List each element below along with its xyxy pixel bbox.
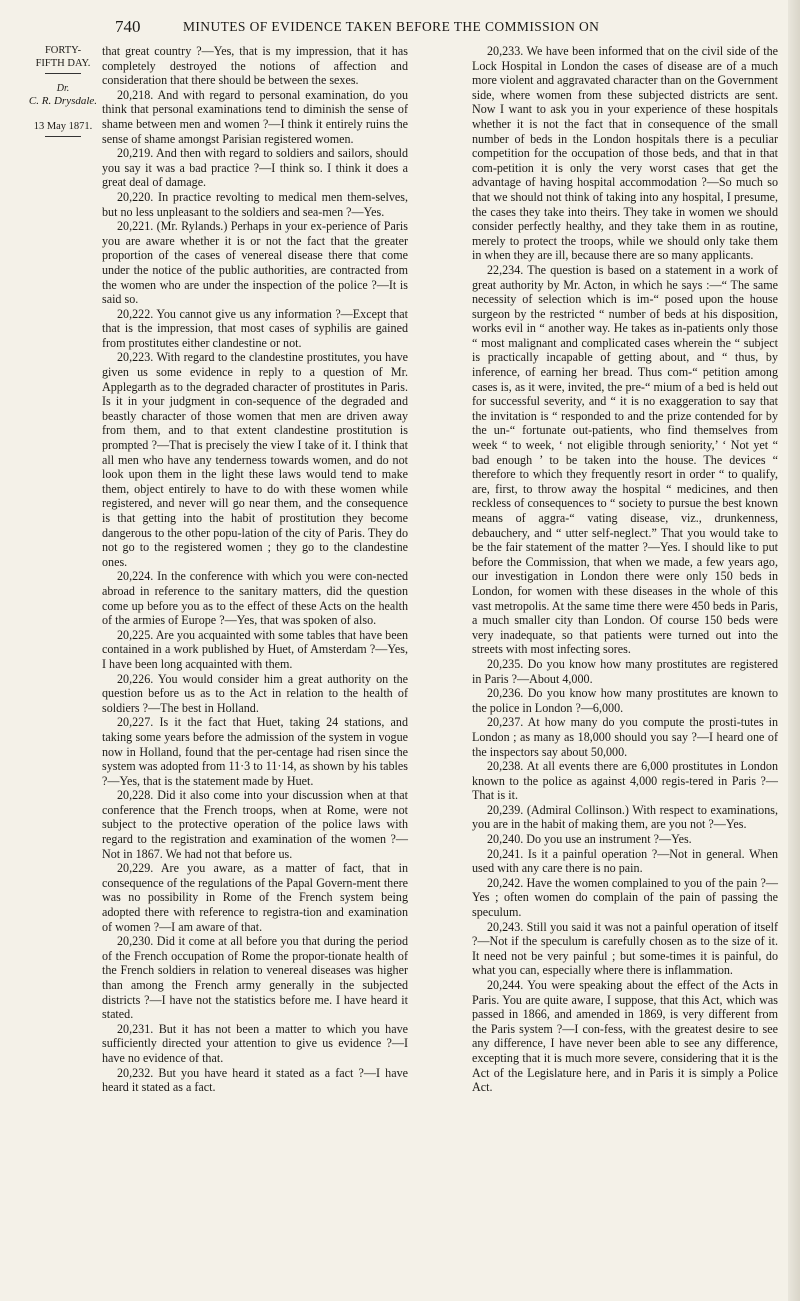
paragraph: 20,224. In the conference with which you were con-nected abroad in reference to the sanitary matters, did the question come up before you as to the effect of these Acts on the health of the armies of Europe ?—Yes, that was spoken of also. — [102, 569, 408, 628]
margin-day: FORTY- — [44, 45, 82, 56]
paragraph: 20,231. But it has not been a matter to which you have sufficiently directed your attention to give us evidence ?—I have no evidence of that. — [102, 1021, 408, 1065]
paragraph: 20,237. At how many do you compute the prosti-tutes in London ; as many as 18,000 should you say ?—I heard one of the inspectors say about 50,000. — [472, 715, 778, 759]
paragraph: 20,229. Are you aware, as a matter of fact, that in consequence of the regulations of the Papal Govern-ment there was no possibility in Rome of the French system being adopted there with reference to registra-tion and examination of women ?—I am aware of that. — [102, 861, 408, 934]
paragraph: 20,228. Did it also come into your discussion when at that conference that the French troops, when at Rome, were not subject to the protective operation of the police laws with regard to the registration and examination of the women ?—Not in 1867. We had not that before us. — [102, 788, 408, 861]
margin-rule — [45, 73, 81, 74]
paragraph: 20,227. Is it the fact that Huet, taking 24 stations, and taking some years before the admission of the system in vogue now in Holland, found that the per-centage had risen since the system was adopted from 11·3 to 11·14, as shown by his tables ?—Yes, that is the statement made by Huet. — [102, 715, 408, 788]
margin-witness — [28, 82, 98, 108]
paragraph: 20,225. Are you acquainted with some tables that have been contained in a work published by Huet, of Amsterdam ?—Yes, I have been long acquainted with them. — [102, 627, 408, 671]
margin-date: 13 May 1871. — [33, 121, 93, 132]
left-column — [102, 44, 408, 1095]
paragraph: 20,218. And with regard to personal examination, do you think that personal examinations tend to diminish the sense of shame between men and women ?—I think it entirely ruins the sense of shame amongst Parisian registered women. — [102, 87, 408, 146]
running-title: MINUTES OF EVIDENCE TAKEN BEFORE THE COMMISSION ON — [183, 19, 600, 34]
paragraph: 20,241. Is it a painful operation ?—Not in general. When used with any care there is no pain. — [472, 846, 778, 876]
paragraph: 20,242. Have the women complained to you of the pain ?—Yes ; often women do complain of the pain of passing the speculum. — [472, 875, 778, 920]
paragraph: 20,233. We have been informed that on the civil side of the Lock Hospital in London the cases of disease are of a much more violent and aggravated character than on the Government side, where women from these subjected districts are sent. Now I want to ask you in your experience of these hospitals whether it is not the fact that in consequence of the small number of beds in the London hospitals there is a peculiar competition for the occupation of those beds, and that in that com-petition it is only the very worst cases that get the advantage of having hospital accommodation ?—So much so that we should not think of taking into any hospital, I presume, the cases they take into theirs. They take in women we should consider perfectly healthy, and they take them in as routine, merely to protect the troops, while we should only take them in when they are ill, because there are so many applicants. — [472, 44, 778, 263]
paragraph: 20,243. Still you said it was not a painful operation of itself ?—Not if the speculum is carefully chosen as to the size of it. It need not be very painful ; but some-times it is painful, do what you can, especially where there is inflammation. — [472, 919, 778, 978]
page-header — [0, 17, 800, 39]
margin-rule-2 — [45, 136, 81, 137]
paragraph: 20,236. Do you know how many prostitutes are known to the police in London ?—6,000. — [472, 686, 778, 715]
paragraph: that great country ?—Yes, that is my impression, that it has completely destroyed the notions of affection and consideration that there should be between the sexes. — [102, 44, 408, 88]
paragraph: 20,232. But you have heard it stated as a fact ?—I have heard it stated as a fact. — [102, 1065, 408, 1095]
paragraph: 20,239. (Admiral Collinson.) With respect to examinations, you are in the habit of making them, are you not ?—Yes. — [472, 802, 778, 832]
right-column — [472, 44, 778, 1095]
margin-day-2: FIFTH DAY. — [35, 58, 91, 69]
page-number: 740 — [115, 17, 141, 36]
paragraph: 22,234. The question is based on a statement in a work of great authority by Mr. Acton, in which he says :—“ The same necessity of selection which is im-“ posed upon the house surgeon by the restricted “ number of beds at his disposition, works evil in “ another way. He takes as in-patients only those “ most malignant and complicated cases wherein the “ subject is practically incapable of getting about, and “ thus, by inference, of earning her bread. Thus com-“ petition among cases is, as it were, invited, the pre-“ mium of a bed is held out for successful severity, and “ it is no exaggeration to say that the invitation is “ responded to and the prize contended for by the un-“ fortunate out-patients, who find themselves from week “ to week, ‘ not eligible through seniority,’ ‘ Not yet “ bad enough ’ to be taken into the house. The devices “ therefore to which they frequently resort in order “ to qualify, are, first, to throw away the hospital “ medicines, and then reckless of consequences to “ society to pursue the best known means of aggra-“ vating disease, viz., drunkenness, debauchery, and “ utter self-neglect.” That you would take to be the fair statement of the matter ?—Yes. I should like to put before the Commission, that when we made, a few years ago, our investigation in London there were only 150 beds in London, for women with these diseases in the whole of this vast metropolis. At the same time there were 450 beds in Paris, a much smaller city than London. Of course 150 beds were very inadequate, so that patients were turned out into the streets with most infecting sores. — [472, 262, 778, 657]
paragraph: 20,219. And then with regard to soldiers and sailors, should you say it was a bad practice ?—I think so. I think it does a great deal of damage. — [102, 146, 408, 190]
paragraph: 20,226. You would consider him a great authority on the question before us as to the Act in relation to the health of soldiers ?—The best in Holland. — [102, 671, 408, 715]
margin-witness-name: C. R. Drysdale. — [28, 95, 98, 107]
paragraph: 20,240. Do you use an instrument ?—Yes. — [487, 832, 692, 847]
margin-notes — [28, 44, 98, 140]
paragraph: 20,235. Do you know how many prostitutes are registered in Paris ?—About 4,000. — [472, 656, 778, 686]
paragraph: 20,244. You were speaking about the effect of the Acts in Paris. You are quite aware, I suppose, that this Act, which was passed in 1866, and amended in 1869, is very different from the Paris system ?—I con-fess, with the greatest desire to see any difference, I have never been able to see any difference, excepting that it is much more severe, considering that it is the Act of the Legislature here, and in Paris it is simply a Police Act. — [472, 978, 778, 1095]
paragraph: 20,223. With regard to the clandestine prostitutes, you have given us some evidence in reply to a question of Mr. Applegarth as to the degraded character of prostitutes in Paris. Is it in your judgment in con-sequence of the degraded and beastly character of those women that men are driven away from them, and to that extent clandestine prostitution is prompted ?—That is precisely the view I take of it. I think that all men who have any tenderness towards women, and do not look upon them in the light these laws would tend to make them, object entirely to have to do with these women while registered, and never will go near them, and the consequence is that getting into the habit of prostitution they become dangerous to the other popu-lation of the city of Paris. They do not go to the registered women ; they go to the clandestine ones. — [102, 350, 408, 569]
page-edge — [788, 0, 800, 1301]
margin-dr: Dr. — [56, 83, 70, 94]
paragraph: 20,230. Did it come at all before you that during the period of the French occupation of Rome the propor-tionate health of the French soldiers in relation to venereal diseases was higher than among the French army generally in the subjected districts ?—I have not the statistics before me. I have heard it stated. — [102, 934, 408, 1022]
paragraph: 20,238. At all events there are 6,000 prostitutes in London known to the police as against 4,000 regis-tered in Paris ?—That is it. — [472, 759, 778, 803]
paragraph: 20,221. (Mr. Rylands.) Perhaps in your ex-perience of Paris you are aware whether it is or not the fact that the greater proportion of the cases of venereal disease there that come under the notice of the public authorities, are contracted from the women who are under the inspection of the police ?—It is said so. — [102, 219, 408, 307]
paragraph: 20,220. In practice revolting to medical men them-selves, but no less unpleasant to the soldiers and sea-men ?—Yes. — [102, 189, 408, 219]
paragraph: 20,222. You cannot give us any information ?—Except that that is the impression, that most cases of syphilis are gained from prostitutes either clandestine or not. — [102, 306, 408, 350]
